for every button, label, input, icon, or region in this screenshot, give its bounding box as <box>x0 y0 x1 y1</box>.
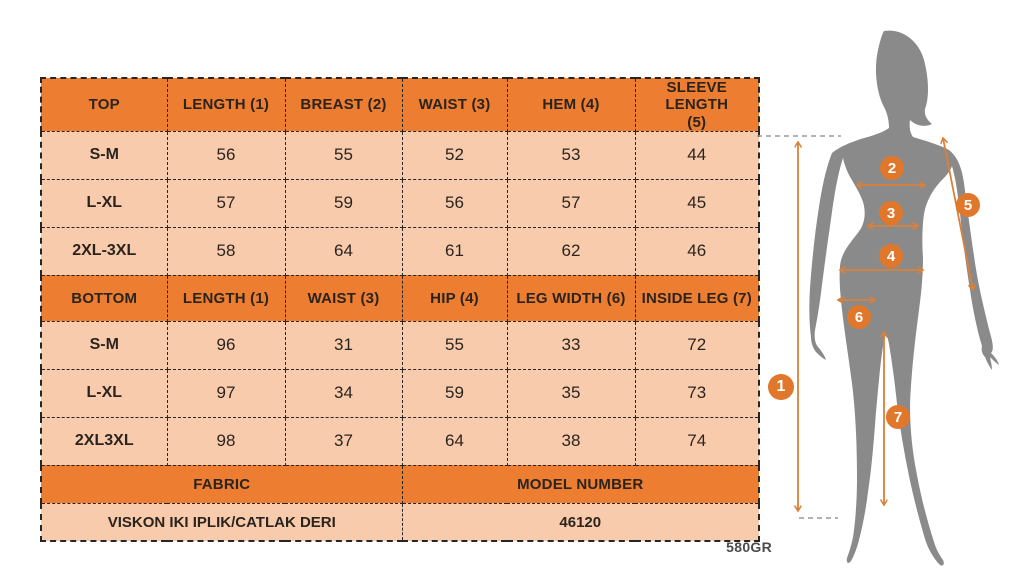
model-number-header: MODEL NUMBER <box>402 465 759 503</box>
value-cell: 96 <box>167 321 285 369</box>
table-row <box>41 227 759 275</box>
value-cell: 73 <box>635 369 759 417</box>
value-cell: 64 <box>402 417 507 465</box>
value-cell: 59 <box>285 179 402 227</box>
measure-marker-1: 1 <box>768 374 794 400</box>
col-sleeve-length-5 <box>635 78 759 131</box>
value-cell: 55 <box>285 131 402 179</box>
fabric-value-row <box>41 503 759 541</box>
fabric-header: FABRIC <box>41 465 402 503</box>
value-cell: 61 <box>402 227 507 275</box>
value-cell: 62 <box>507 227 635 275</box>
value-cell: 74 <box>635 417 759 465</box>
bottom-header-row <box>41 275 759 321</box>
value-cell: 57 <box>507 179 635 227</box>
table-row <box>41 369 759 417</box>
table-row <box>41 131 759 179</box>
value-cell: 58 <box>167 227 285 275</box>
size-label: L-XL <box>41 179 167 227</box>
col-breast-2: BREAST (2) <box>285 78 402 131</box>
table-row <box>41 417 759 465</box>
weight-note: 580GR <box>726 539 772 555</box>
value-cell: 34 <box>285 369 402 417</box>
value-cell: 46 <box>635 227 759 275</box>
value-cell: 31 <box>285 321 402 369</box>
value-cell: 98 <box>167 417 285 465</box>
size-label: S-M <box>41 321 167 369</box>
value-cell: 44 <box>635 131 759 179</box>
fabric-value: VISKON IKI IPLIK/CATLAK DERI <box>41 503 402 541</box>
col-waist-3: WAIST (3) <box>402 78 507 131</box>
measure-marker-3: 3 <box>879 201 903 225</box>
col-leg-width-6: LEG WIDTH (6) <box>507 275 635 321</box>
measure-marker-5: 5 <box>956 193 980 217</box>
value-cell: 33 <box>507 321 635 369</box>
top-section-label: TOP <box>41 78 167 131</box>
size-label: S-M <box>41 131 167 179</box>
value-cell: 72 <box>635 321 759 369</box>
value-cell: 57 <box>167 179 285 227</box>
col-length-1: LENGTH (1) <box>167 275 285 321</box>
value-cell: 53 <box>507 131 635 179</box>
table-row <box>41 179 759 227</box>
value-cell: 45 <box>635 179 759 227</box>
value-cell: 35 <box>507 369 635 417</box>
measurement-figure <box>754 0 1024 579</box>
figure-graphics <box>754 0 1024 579</box>
model-number-value: 46120 <box>402 503 759 541</box>
value-cell: 56 <box>402 179 507 227</box>
value-cell: 38 <box>507 417 635 465</box>
value-cell: 64 <box>285 227 402 275</box>
measure-marker-6: 6 <box>847 305 871 329</box>
size-table <box>40 77 760 542</box>
col-hip-4: HIP (4) <box>402 275 507 321</box>
value-cell: 55 <box>402 321 507 369</box>
table-row <box>41 321 759 369</box>
measure-marker-2: 2 <box>880 156 904 180</box>
fabric-header-row <box>41 465 759 503</box>
col-sleeve-length-5-label: SLEEVE LENGTH (5) <box>665 79 729 131</box>
size-label: L-XL <box>41 369 167 417</box>
measure-marker-4: 4 <box>879 244 903 268</box>
value-cell: 37 <box>285 417 402 465</box>
bottom-section-label: BOTTOM <box>41 275 167 321</box>
value-cell: 52 <box>402 131 507 179</box>
col-hem-4: HEM (4) <box>507 78 635 131</box>
size-label: 2XL-3XL <box>41 227 167 275</box>
value-cell: 97 <box>167 369 285 417</box>
size-label: 2XL3XL <box>41 417 167 465</box>
value-cell: 59 <box>402 369 507 417</box>
col-waist-3: WAIST (3) <box>285 275 402 321</box>
woman-silhouette <box>809 31 999 566</box>
measure-marker-7: 7 <box>886 405 910 429</box>
top-header-row <box>41 78 759 131</box>
col-length-1: LENGTH (1) <box>167 78 285 131</box>
col-inside-leg-7: INSIDE LEG (7) <box>635 275 759 321</box>
value-cell: 56 <box>167 131 285 179</box>
